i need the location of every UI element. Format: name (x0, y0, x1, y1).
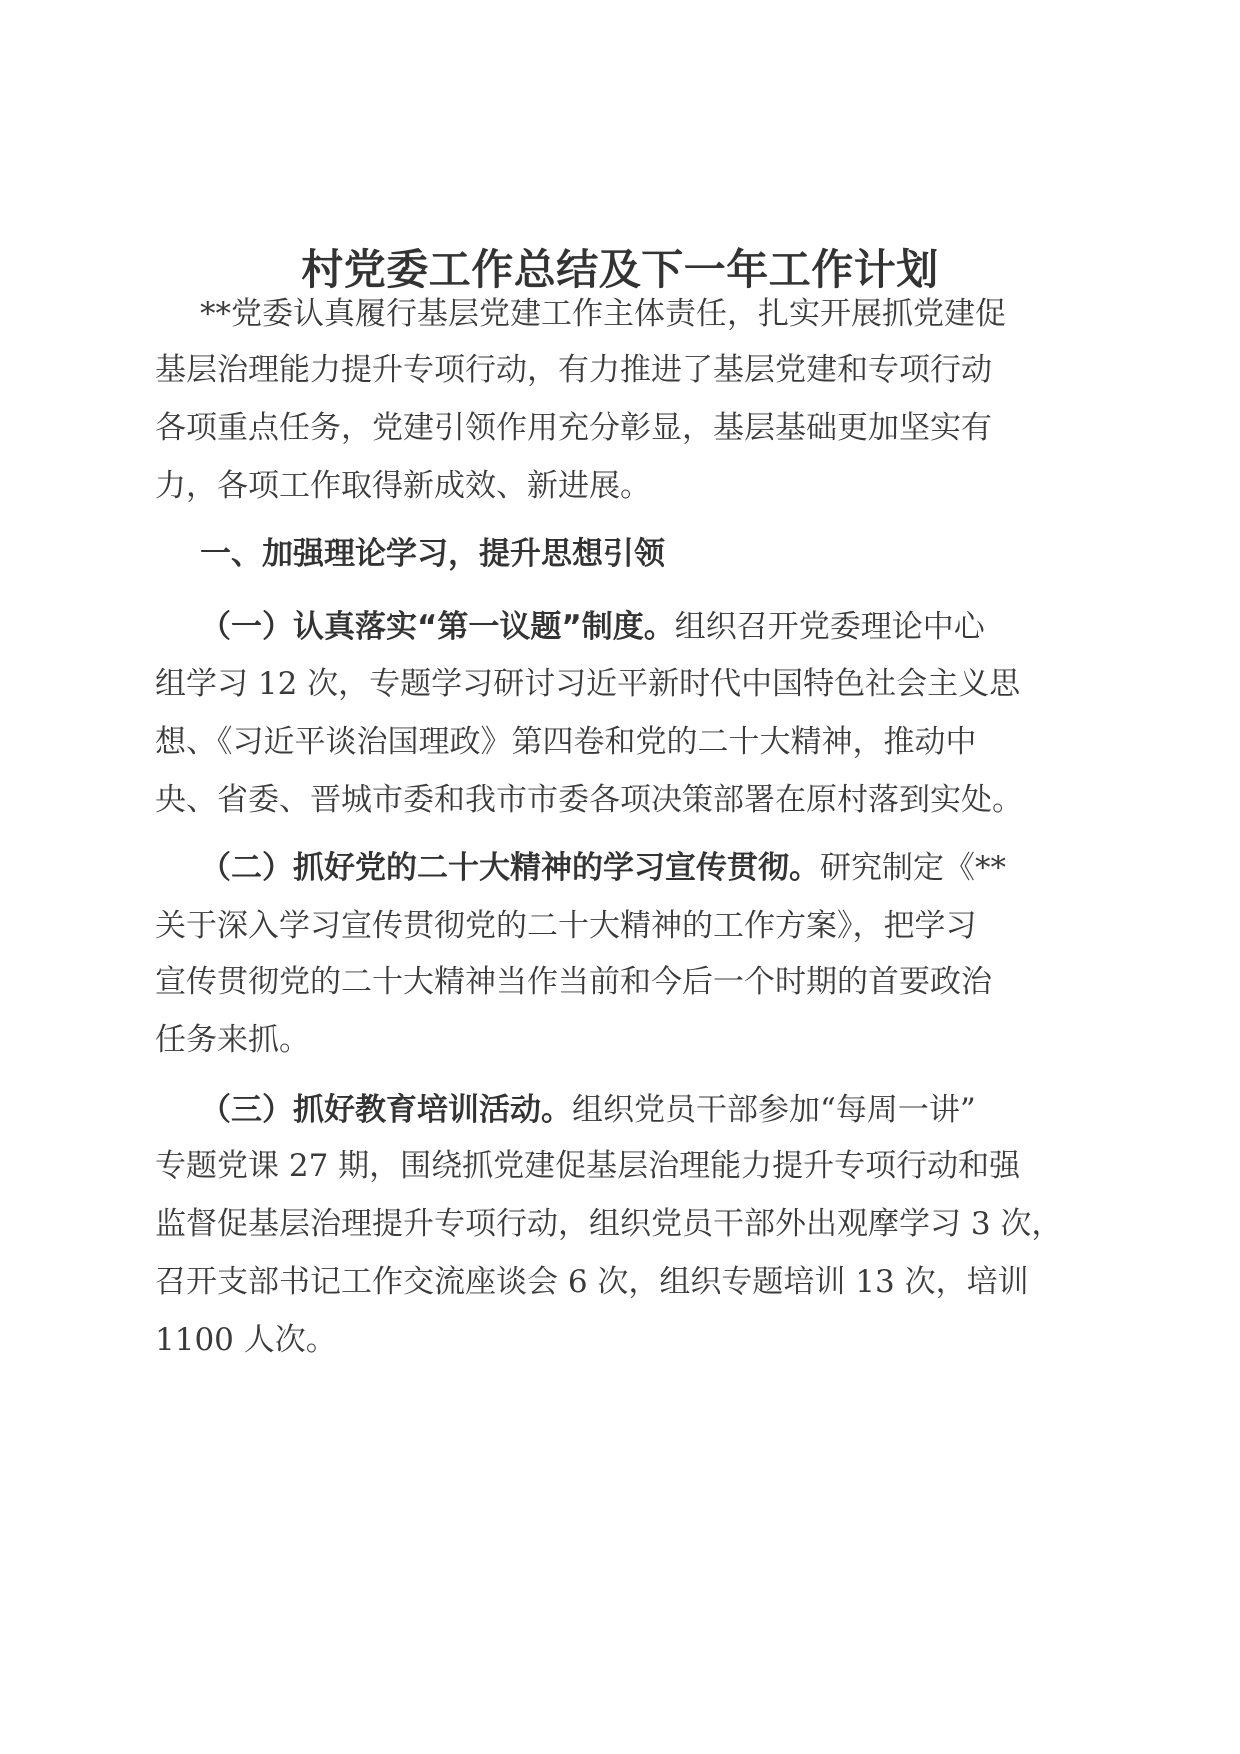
item-1-lead: （一）认真落实“第一议题”制度。 (200, 609, 675, 645)
item-2-line-4: 任务来抓。 (155, 1022, 310, 1058)
item-1-line-2: 组学习 12 次，专题学习研讨习近平新时代中国特色社会主义思 (155, 666, 1021, 702)
item-3-line-2: 专题党课 27 期，围绕抓党建促基层治理能力提升专项行动和强 (155, 1148, 1021, 1184)
item-3-line-3: 监督促基层治理提升专项行动，组织党员干部外出观摩学习 3 次， (155, 1206, 1063, 1242)
item-1-first-text: 组织召开党委理论中心 (674, 609, 985, 645)
item-2-first-text: 研究制定《** (820, 850, 1006, 886)
item-1-line-4: 央、省委、晋城市委和我市市委各项决策部署在原村落到实处。 (155, 782, 1023, 818)
intro-line-3: 各项重点任务，党建引领作用充分彰显，基层基础更加坚实有 (155, 410, 992, 446)
item-3-line-5: 1100 人次。 (155, 1322, 337, 1358)
item-3-line-4: 召开支部书记工作交流座谈会 6 次，组织专题培训 13 次，培训 (155, 1264, 1029, 1300)
item-2-line-3: 宣传贯彻党的二十大精神当作当前和今后一个时期的首要政治 (155, 964, 992, 1000)
document-title: 村党委工作总结及下一年工作计划 (301, 245, 939, 294)
item-3-first-text: 组织党员干部参加“每周一讲” (572, 1092, 976, 1128)
intro-line-2: 基层治理能力提升专项行动，有力推进了基层党建和专项行动 (155, 352, 992, 388)
item-2-lead: （二）抓好党的二十大精神的学习宣传贯彻。 (200, 850, 820, 886)
item-1-line-3: 想、《习近平谈治国理政》第四卷和党的二十大精神，推动中 (155, 724, 977, 760)
intro-line-4: 力，各项工作取得新成效、新进展。 (155, 468, 651, 504)
item-2-line-2: 关于深入学习宣传贯彻党的二十大精神的工作方案》，把学习 (155, 908, 977, 944)
item-3-first-line (200, 1086, 1105, 1134)
item-3-lead: （三）抓好教育培训活动。 (200, 1092, 572, 1128)
item-2-first-line (200, 844, 1105, 892)
section-1-heading: 一、加强理论学习，提升思想引领 (200, 536, 665, 572)
intro-line-1: **党委认真履行基层党建工作主体责任，扎实开展抓党建促 (200, 296, 1006, 332)
item-1-first-line (200, 603, 1105, 651)
